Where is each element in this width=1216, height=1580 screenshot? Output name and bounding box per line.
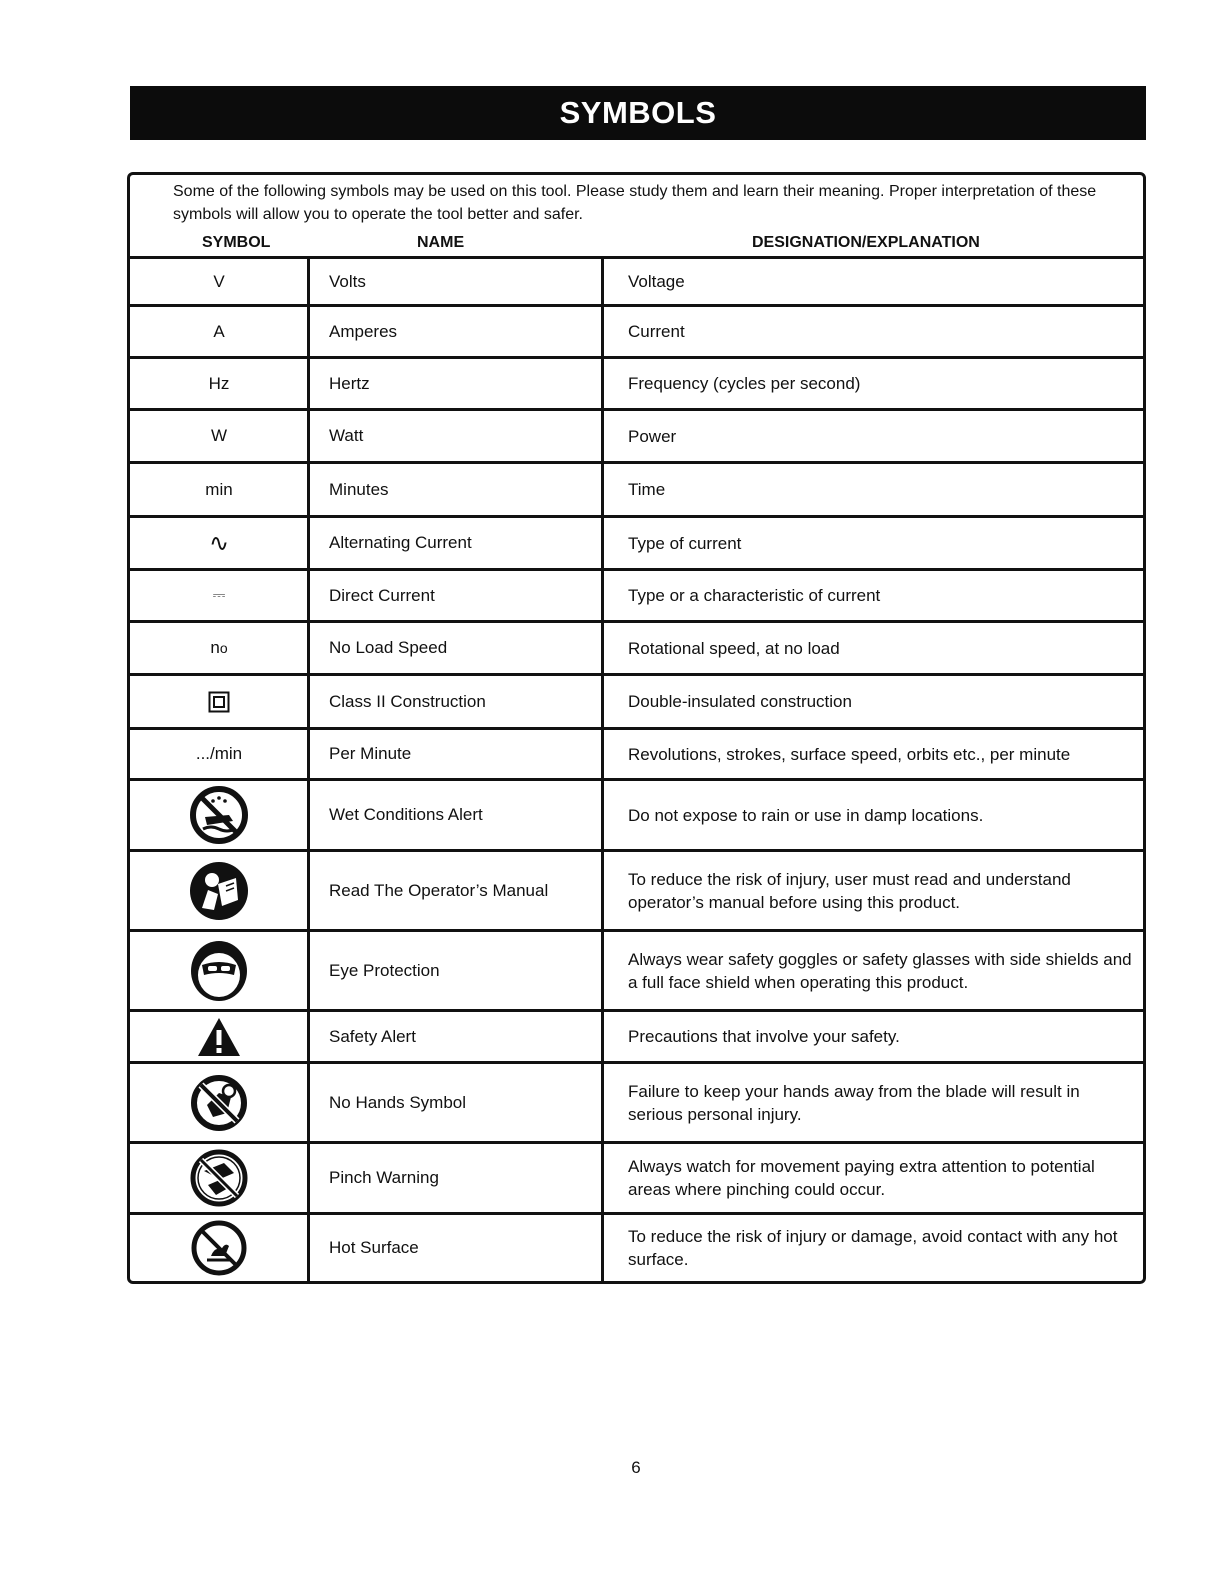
header-symbol: SYMBOL: [202, 234, 271, 251]
eye-protection-icon: [130, 939, 308, 1003]
symbol-minutes: min: [205, 479, 233, 499]
name-cell: Amperes: [329, 321, 398, 341]
table-row: [130, 1012, 1143, 1061]
symbol-hertz: Hz: [208, 373, 230, 393]
symbol-volts: V: [213, 271, 225, 291]
table-row: [130, 1064, 1143, 1141]
class-ii-construction-icon: [130, 691, 308, 713]
explanation-cell: Frequency (cycles per second): [628, 374, 861, 393]
read-manual-icon: [130, 860, 308, 922]
explanation-cell: Type of current: [628, 533, 742, 553]
explanation-cell: Precautions that involve your safety.: [628, 1027, 900, 1046]
name-cell: Direct Current: [329, 585, 435, 605]
name-cell: Alternating Current: [329, 533, 472, 552]
explanation-cell: Revolutions, strokes, surface speed, orbits etc., per minute: [628, 744, 1071, 764]
explanation-cell: Current: [628, 322, 685, 341]
explanation-cell: Rotational speed, at no load: [628, 638, 840, 658]
explanation-cell: To reduce the risk of injury or damage, avoid contact with any hot surface.: [628, 1226, 1118, 1269]
table-row: [130, 259, 1143, 304]
header-name: NAME: [417, 234, 465, 251]
table-row: [130, 852, 1143, 929]
table-row: [130, 730, 1143, 778]
symbol-watt: W: [210, 426, 228, 445]
page-title: SYMBOLS: [130, 86, 1146, 140]
explanation-cell: Always wear safety goggles or safety glasses with side shields and a full face shield when operating this product.: [628, 949, 1132, 992]
direct-current-symbol: ⎓: [212, 586, 226, 604]
name-cell: Eye Protection: [329, 960, 440, 980]
name-cell: Hertz: [329, 373, 370, 393]
name-cell: Wet Conditions Alert: [329, 805, 483, 824]
explanation-cell: Time: [628, 480, 666, 499]
safety-alert-icon: [130, 1016, 308, 1058]
table-row: [130, 1144, 1143, 1212]
explanation-cell: Type or a characteristic of current: [628, 586, 881, 605]
explanation-cell: Always watch for movement paying extra attention to potential areas where pinching could occur.: [628, 1157, 1095, 1199]
header-explanation: DESIGNATION/EXPLANATION: [752, 234, 980, 251]
no-hands-icon: [130, 1075, 308, 1131]
name-cell: Class II Construction: [329, 691, 486, 711]
no-load-speed-symbol: [130, 638, 308, 658]
name-cell: Hot Surface: [329, 1237, 419, 1257]
explanation-cell: Voltage: [628, 272, 685, 291]
explanation-cell: Do not expose to rain or use in damp locations.: [628, 805, 984, 825]
table-row: [130, 307, 1143, 356]
table-row: [130, 676, 1143, 727]
per-minute-symbol: .../min: [195, 744, 243, 763]
name-cell: Per Minute: [329, 744, 412, 763]
table-row: [130, 571, 1143, 620]
symbol-subscript: o: [219, 640, 228, 656]
page-number: 6: [631, 1458, 641, 1477]
symbol-amperes: A: [213, 321, 225, 341]
name-cell: Watt: [329, 426, 364, 445]
table-row: [130, 1215, 1143, 1280]
name-cell: Pinch Warning: [329, 1168, 439, 1187]
table-row: [130, 464, 1143, 515]
intro-text: Some of the following symbols may be used on this tool. Please study them and learn their meaning. Proper interpretation of these symbols will allow you to operate the tool better and safer.: [173, 183, 1097, 223]
table-row: [130, 411, 1143, 461]
table-row: [130, 518, 1143, 568]
table-row: [130, 781, 1143, 849]
explanation-cell: Double-insulated construction: [628, 692, 852, 711]
wet-conditions-icon: [130, 785, 308, 845]
name-cell: No Hands Symbol: [329, 1092, 467, 1112]
explanation-cell: Failure to keep your hands away from the blade will result in serious personal injury.: [628, 1081, 1080, 1124]
table-row: [130, 623, 1143, 673]
symbol-main: n: [210, 638, 220, 657]
name-cell: No Load Speed: [329, 638, 448, 657]
table-row: [130, 932, 1143, 1009]
explanation-cell: To reduce the risk of injury, user must read and understand operator’s manual before using this product.: [628, 869, 1071, 912]
name-cell: Volts: [329, 271, 366, 291]
name-cell: Safety Alert: [329, 1026, 416, 1046]
pinch-warning-icon: [130, 1149, 308, 1207]
explanation-cell: Power: [628, 426, 677, 446]
hot-surface-icon: [130, 1220, 308, 1276]
name-cell: Read The Operator’s Manual: [329, 880, 549, 900]
table-row: [130, 359, 1143, 408]
alternating-current-symbol: ∿: [208, 529, 230, 557]
name-cell: Minutes: [329, 479, 389, 499]
